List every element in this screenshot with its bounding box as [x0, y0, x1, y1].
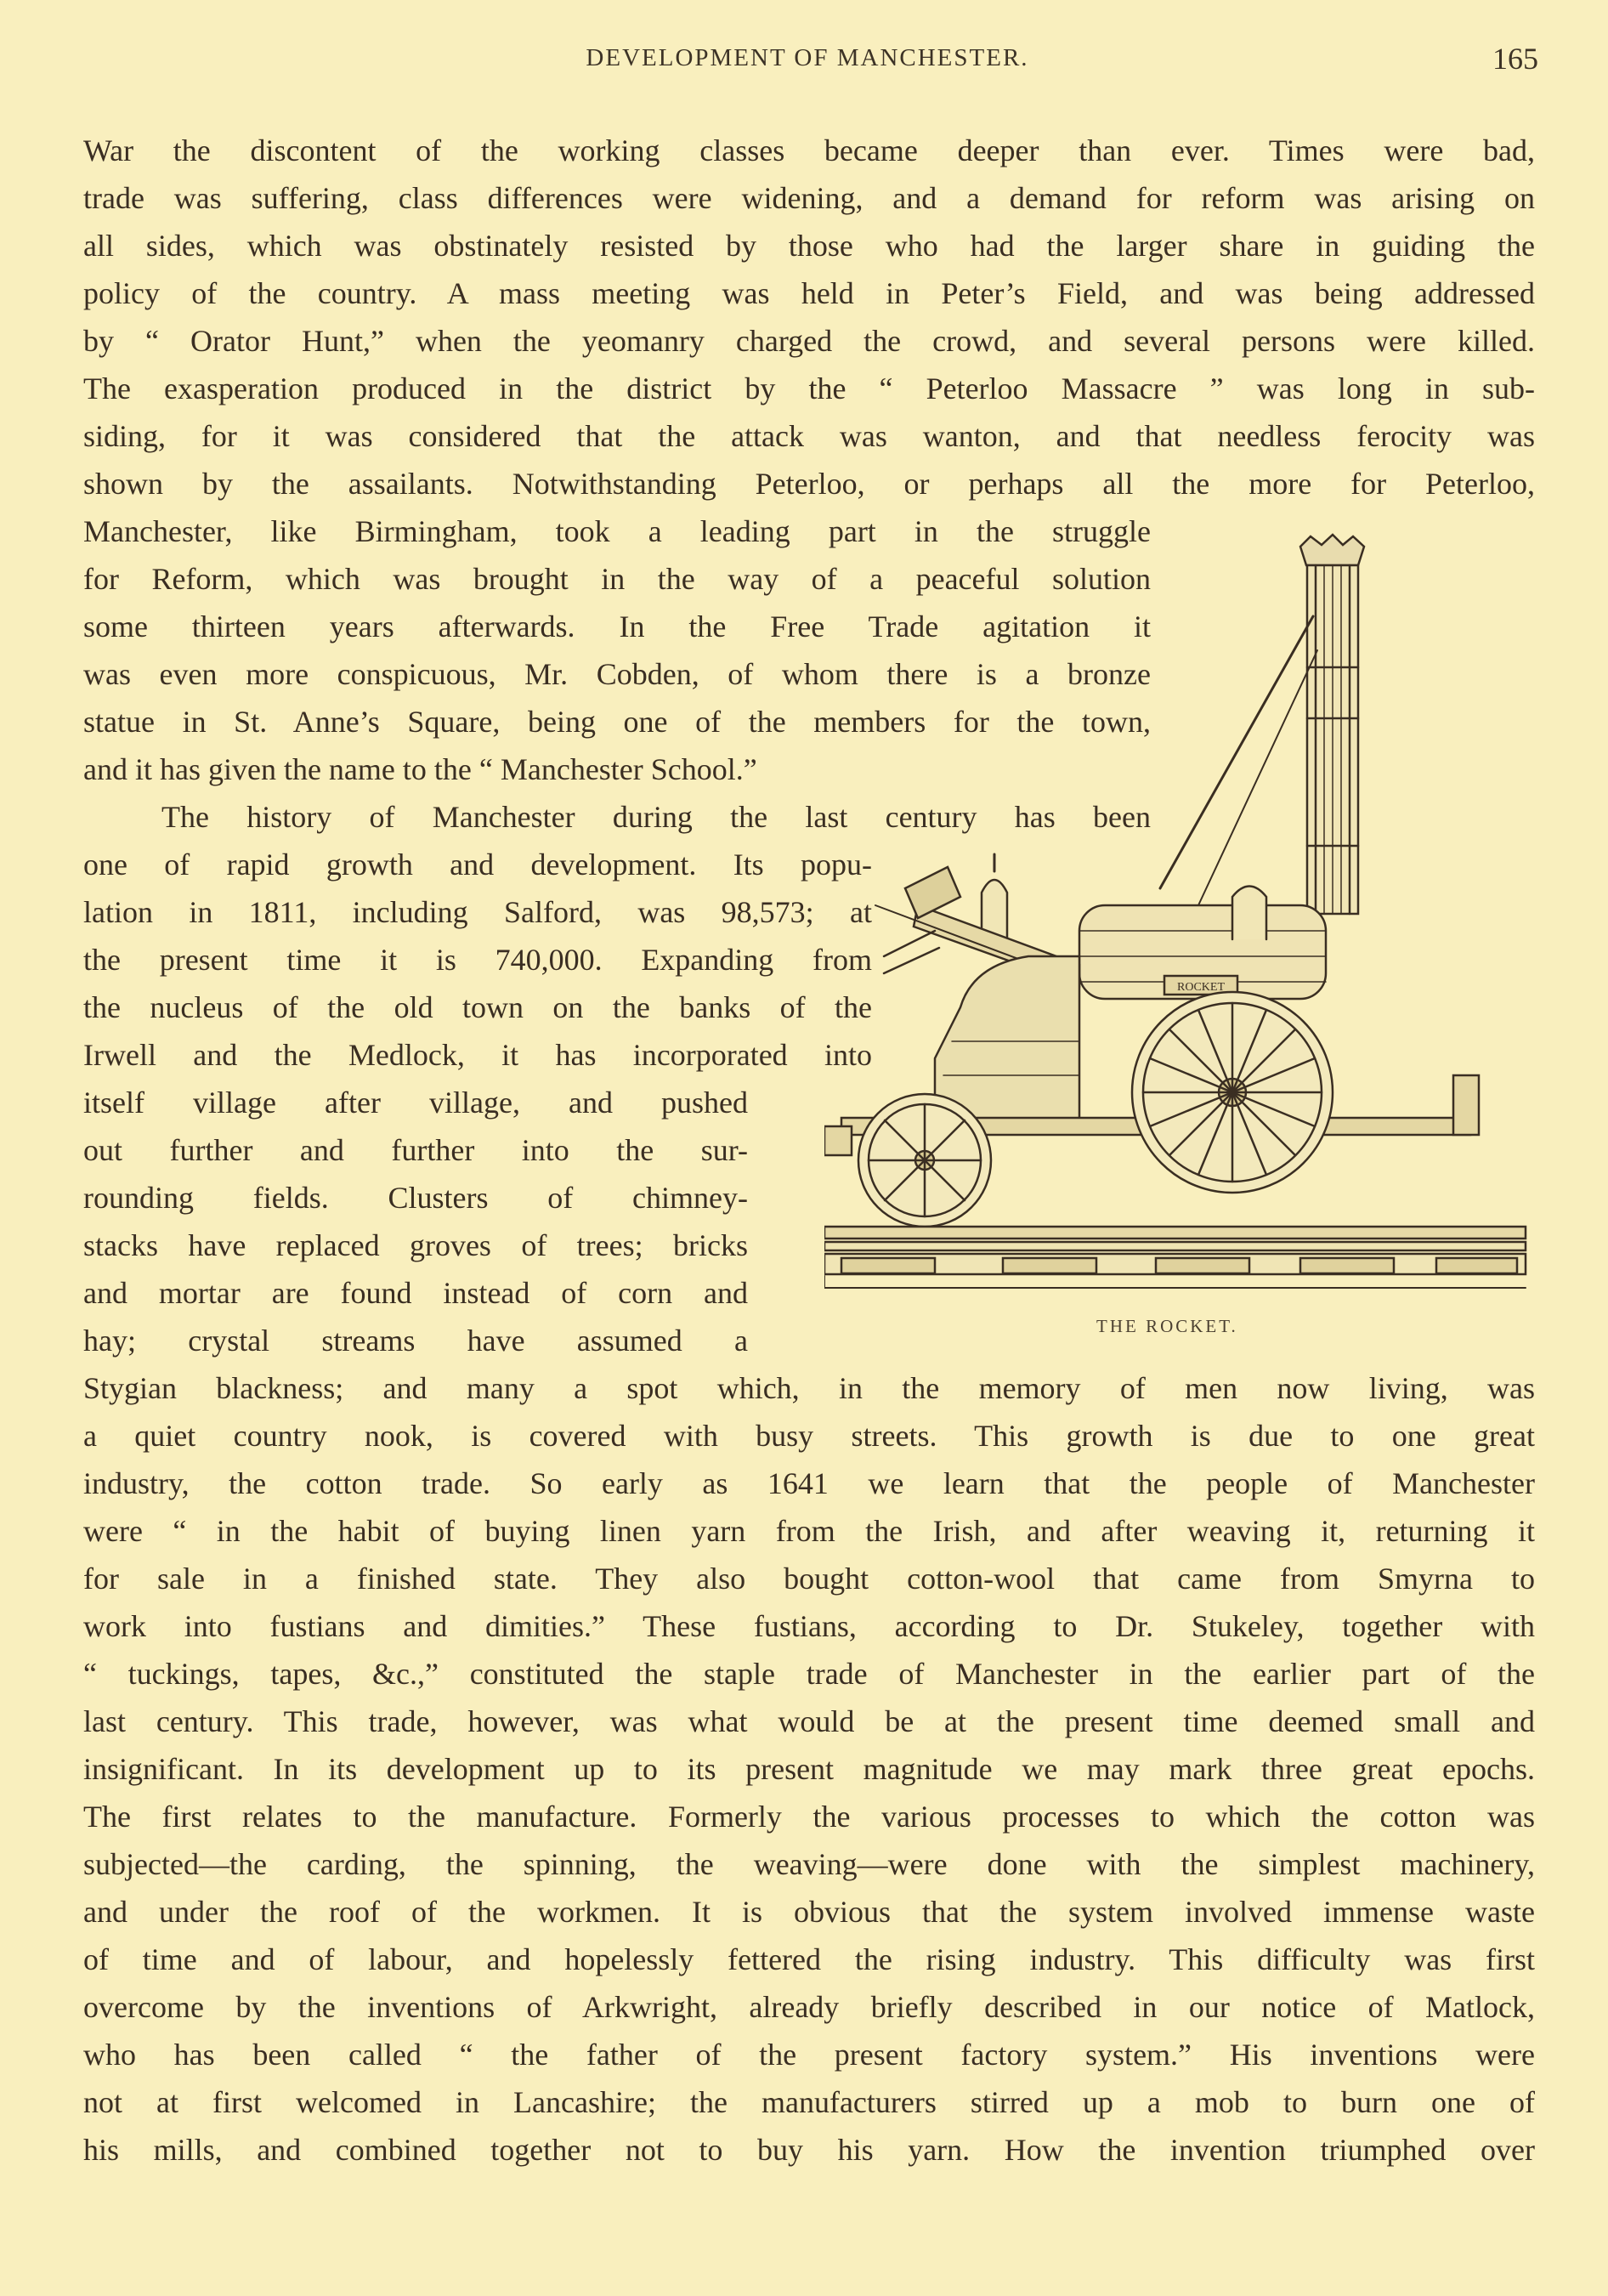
text-line: and mortar are found instead of corn and	[83, 1276, 748, 1310]
page-number: 165	[1492, 42, 1538, 76]
text-line: for Reform, which was brought in the way of a peaceful solution	[83, 562, 1151, 596]
text-line: Irwell and the Medlock, it has incorporated into	[83, 1038, 872, 1072]
text-line: insignificant. In its development up to its present magnitude we may mark three great epochs.	[83, 1752, 1535, 1786]
text-line: one of rapid growth and development. Its popu-	[83, 848, 872, 882]
text-line: policy of the country. A mass meeting was held in Peter’s Field, and was being addressed	[83, 276, 1535, 310]
text-line: who has been called “ the father of the present factory system.” His inventions were	[83, 2038, 1535, 2072]
text-line: the nucleus of the old town on the banks of the	[83, 990, 872, 1024]
text-line: The history of Manchester during the last century has been	[161, 800, 1151, 834]
text-line: a quiet country nook, is covered with busy streets. This growth is due to one great	[83, 1419, 1535, 1453]
text-line: shown by the assailants. Notwithstanding Peterloo, or perhaps all the more for Peterloo,	[83, 467, 1535, 501]
text-line: siding, for it was considered that the attack was wanton, and that needless ferocity was	[83, 419, 1535, 453]
text-line: not at first welcomed in Lancashire; the manufacturers stirred up a mob to burn one of	[83, 2085, 1535, 2119]
text-line: rounding fields. Clusters of chimney-	[83, 1181, 748, 1215]
text-line: Stygian blackness; and many a spot which, in the memory of men now living, was	[83, 1371, 1535, 1405]
text-line: lation in 1811, including Salford, was 98,573; at	[83, 895, 872, 929]
text-line: his mills, and combined together not to buy his yarn. How the invention triumphed over	[83, 2133, 1535, 2167]
text-line: and under the roof of the workmen. It is obvious that the system involved immense waste	[83, 1895, 1535, 1929]
text-line: were “ in the habit of buying linen yarn from the Irish, and after weaving it, returning it	[83, 1514, 1535, 1548]
text-line: stacks have replaced groves of trees; bricks	[83, 1228, 748, 1262]
text-line: trade was suffering, class differences were widening, and a demand for reform was arising on	[83, 181, 1535, 215]
text-line: by “ Orator Hunt,” when the yeomanry charged the crowd, and several persons were killed.	[83, 324, 1535, 358]
text-line: Manchester, like Birmingham, took a leading part in the struggle	[83, 514, 1151, 548]
text-line: and it has given the name to the “ Manchester School.”	[83, 752, 757, 786]
text-line: the present time it is 740,000. Expanding from	[83, 943, 872, 977]
text-line: subjected—the carding, the spinning, the weaving—were done with the simplest machinery,	[83, 1847, 1535, 1881]
text-line: industry, the cotton trade. So early as 1641 we learn that the people of Manchester	[83, 1466, 1535, 1500]
text-line: hay; crystal streams have assumed a	[83, 1324, 748, 1358]
text-line: last century. This trade, however, was what would be at the present time deemed small and	[83, 1704, 1535, 1738]
running-head: DEVELOPMENT OF MANCHESTER.	[586, 44, 1029, 71]
rocket-locomotive-illustration	[824, 531, 1534, 1301]
text-line: “ tuckings, tapes, &c.,” constituted the staple trade of Manchester in the earlier part of the	[83, 1657, 1535, 1691]
text-line: The first relates to the manufacture. Formerly the various processes to which the cotton was	[83, 1800, 1535, 1834]
text-line: out further and further into the sur-	[83, 1133, 748, 1167]
text-line: The exasperation produced in the district by the “ Peterloo Massacre ” was long in sub-	[83, 371, 1535, 405]
text-line: War the discontent of the working classes became deeper than ever. Times were bad,	[83, 133, 1535, 167]
text-line: for sale in a finished state. They also bought cotton-wool that came from Smyrna to	[83, 1562, 1535, 1596]
text-line: was even more conspicuous, Mr. Cobden, of whom there is a bronze	[83, 657, 1151, 691]
text-line: itself village after village, and pushed	[83, 1086, 748, 1120]
text-line: all sides, which was obstinately resisted by those who had the larger share in guiding the	[83, 229, 1535, 263]
text-line: work into fustians and dimities.” These fustians, according to Dr. Stukeley, together with	[83, 1609, 1535, 1643]
page-header	[76, 44, 1538, 78]
engraved-nameplate: ROCKET	[1177, 981, 1225, 994]
text-line: of time and of labour, and hopelessly fettered the rising industry. This difficulty was first	[83, 1942, 1535, 1976]
text-line: statue in St. Anne’s Square, being one of the members for the town,	[83, 705, 1151, 739]
figure-caption: THE ROCKET.	[1096, 1316, 1238, 1336]
rocket-locomotive-figure	[824, 531, 1534, 1301]
text-line: overcome by the inventions of Arkwright, already briefly described in our notice of Matlock,	[83, 1990, 1535, 2024]
text-line: some thirteen years afterwards. In the Free Trade agitation it	[83, 609, 1151, 643]
